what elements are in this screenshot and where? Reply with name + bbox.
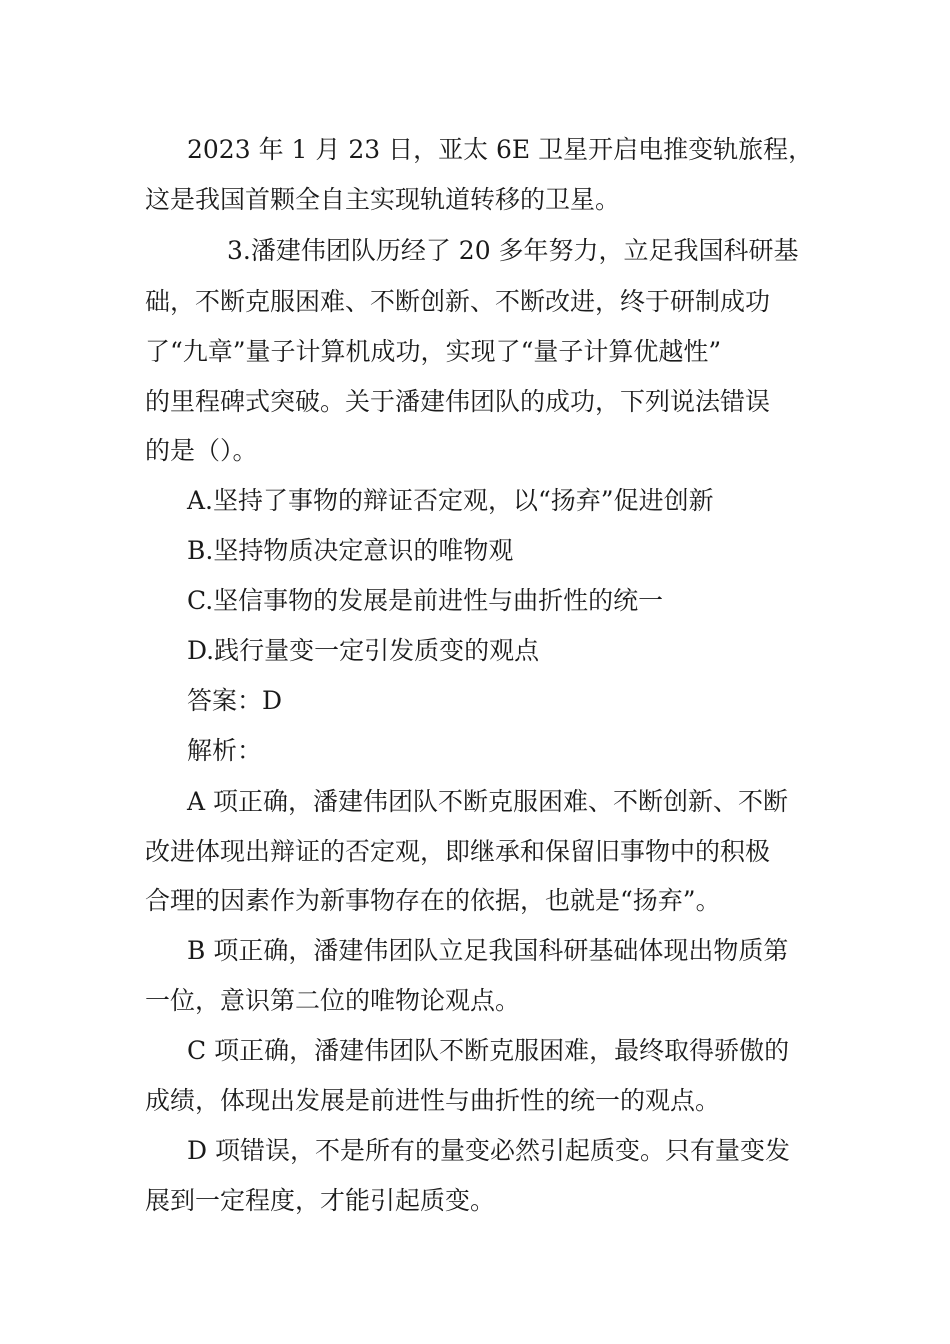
analysis-line: 成绩，体现出发展是前进性与曲折性的统一的观点。 bbox=[145, 1086, 721, 1115]
option-c: C.坚信事物的发展是前进性与曲折性的统一 bbox=[187, 586, 664, 615]
answer-line: 答案：D bbox=[187, 686, 283, 715]
question-stem-line: 的里程碑式突破。关于潘建伟团队的成功，下列说法错误 bbox=[145, 387, 771, 416]
question-stem-line: 础，不断克服困难、不断创新、不断改进，终于研制成功 bbox=[145, 287, 771, 316]
analysis-line: 改进体现出辩证的否定观，即继承和保留旧事物中的积极 bbox=[145, 837, 771, 866]
question-stem-line: 3.潘建伟团队历经了 20 多年努力，立足我国科研基 bbox=[227, 236, 799, 265]
analysis-line: 展到一定程度，才能引起质变。 bbox=[145, 1186, 496, 1215]
analysis-line: 一位，意识第二位的唯物论观点。 bbox=[145, 986, 521, 1015]
option-b: B.坚持物质决定意识的唯物观 bbox=[187, 536, 514, 565]
text-line: 这是我国首颗全自主实现轨道转移的卫星。 bbox=[145, 185, 621, 214]
analysis-line: 合理的因素作为新事物存在的依据，也就是“扬弃”。 bbox=[145, 886, 721, 915]
option-d: D.践行量变一定引发质变的观点 bbox=[187, 636, 540, 665]
analysis-line: D 项错误，不是所有的量变必然引起质变。只有量变发 bbox=[187, 1136, 790, 1165]
question-stem-line: 了“九章”量子计算机成功，实现了“量子计算优越性” bbox=[145, 337, 722, 366]
option-a: A.坚持了事物的辩证否定观，以“扬弃”促进创新 bbox=[187, 486, 714, 515]
analysis-line: B 项正确，潘建伟团队立足我国科研基础体现出物质第 bbox=[187, 936, 789, 965]
text-line: 2023 年 1 月 23 日，亚太 6E 卫星开启电推变轨旅程， bbox=[187, 135, 814, 164]
question-stem-line: 的是（）。 bbox=[145, 436, 258, 465]
analysis-line: A 项正确，潘建伟团队不断克服困难、不断创新、不断 bbox=[187, 787, 789, 816]
analysis-line: C 项正确，潘建伟团队不断克服困难，最终取得骄傲的 bbox=[187, 1036, 790, 1065]
analysis-heading: 解析： bbox=[187, 736, 263, 765]
